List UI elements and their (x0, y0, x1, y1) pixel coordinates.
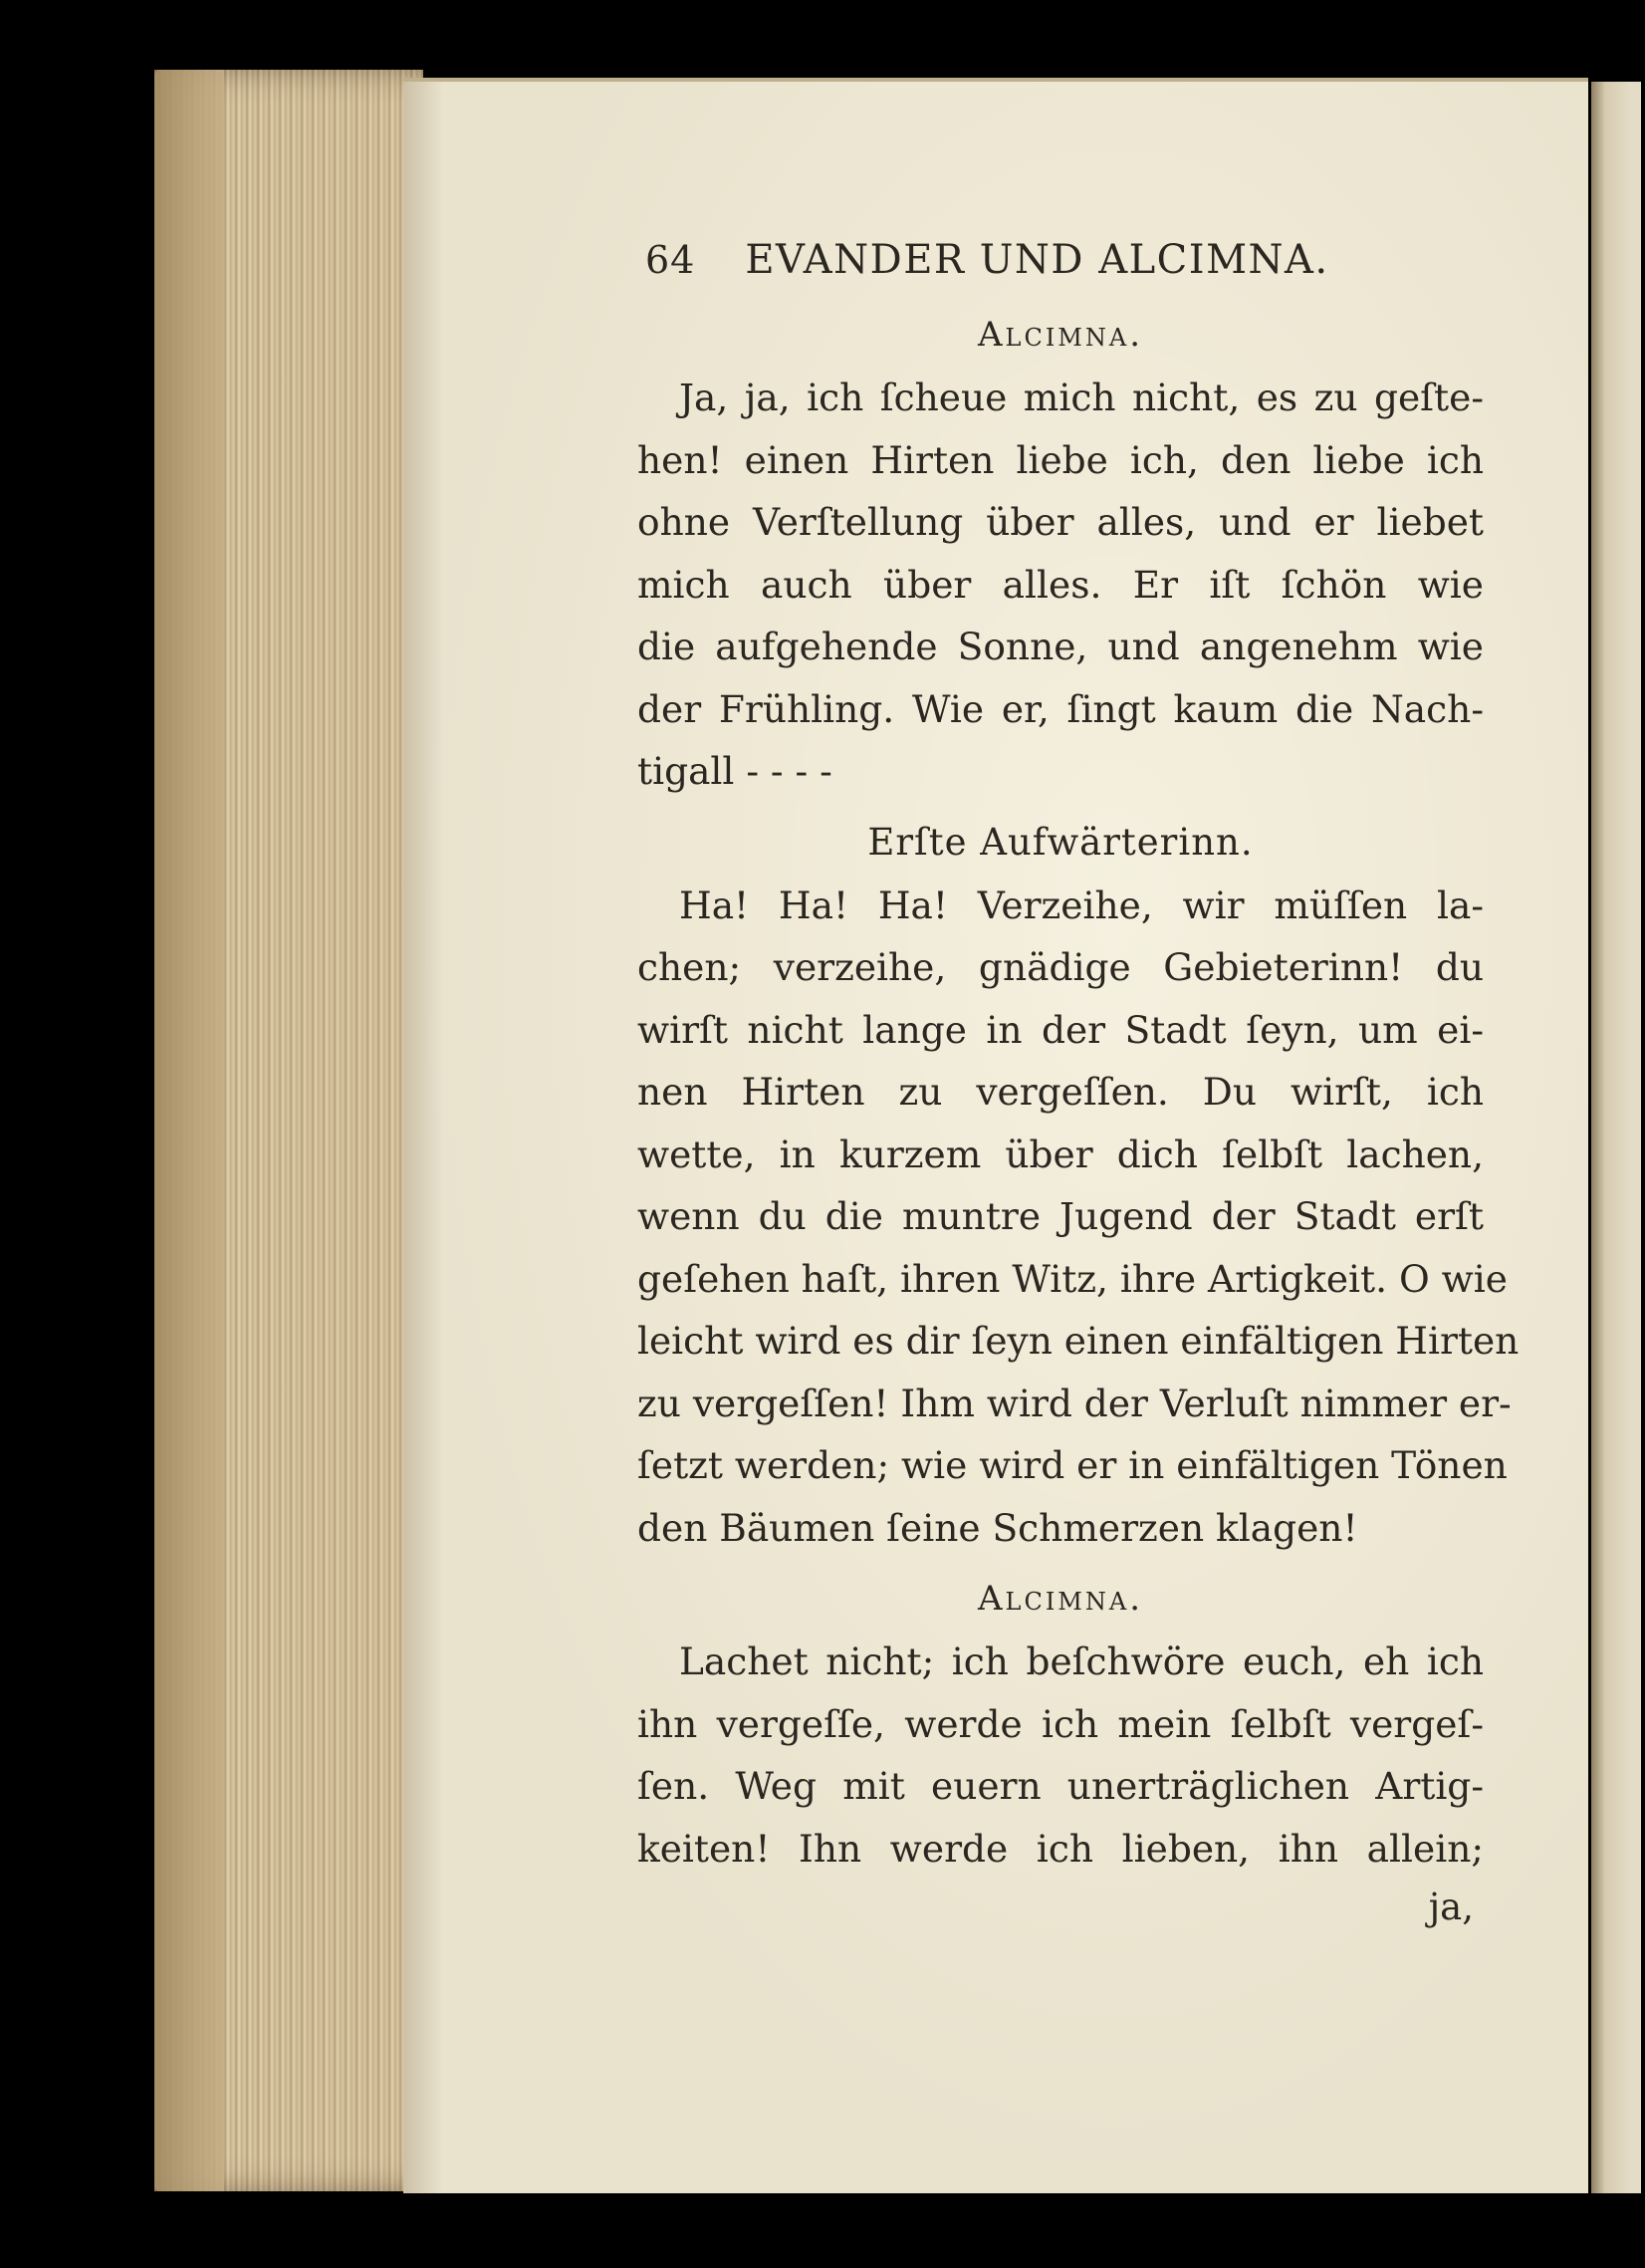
text-line: ſen. Weg mit euern unerträglichen Artig- (637, 1764, 1484, 1808)
adjacent-page-edge (1591, 82, 1641, 2193)
text-line: ohne Verſtellung über alles, und er liebet (637, 500, 1484, 544)
text-line: zu vergeſſen! Ihm wird der Verluſt nimmer er- (637, 1381, 1512, 1425)
text-line: keiten! Ihn werde ich lieben, ihn allein; (637, 1826, 1484, 1871)
catchword: ja, (1428, 1886, 1474, 1928)
text-line: wette, in kurzem über dich ſelbſt lachen, (637, 1132, 1484, 1176)
speaker-heading: Alcimna. (977, 315, 1144, 355)
speech-paragraph (637, 367, 1484, 803)
text-line: nen Hirten zu vergeſſen. Du wirſt, ich (637, 1070, 1484, 1114)
page-text (637, 237, 1520, 1928)
text-line: ihn vergeſſe, werde ich mein ſelbſt vergeſ- (637, 1701, 1484, 1746)
text-line: Ja, ja, ich ſcheue mich nicht, es zu geſte- (679, 376, 1484, 419)
text-line: wirſt nicht lange in der Stadt ſeyn, um ei- (637, 1007, 1484, 1052)
text-line: tigall - - - - (637, 749, 832, 793)
text-line: Ha! Ha! Ha! Verzeihe, wir müſſen la- (679, 882, 1484, 927)
speech-paragraph (637, 1631, 1484, 1880)
text-line: den Bäumen ſeine Schmerzen klagen! (637, 1505, 1358, 1550)
text-line: der Frühling. Wie er, ſingt kaum die Nach- (637, 686, 1484, 731)
page-number: 64 (645, 238, 696, 282)
text-line: wenn du die muntre Jugend der Stadt erſt (637, 1194, 1484, 1238)
running-head (645, 237, 1484, 295)
page-edges (154, 70, 423, 2191)
text-line: hen! einen Hirten liebe ich, den liebe ich (637, 437, 1484, 482)
text-line: Lachet nicht; ich beſchwöre euch, eh ich (679, 1639, 1484, 1683)
text-line: mich auch über alles. Er iſt ſchön wie (637, 562, 1484, 607)
text-line: leicht wird es dir ſeyn einen einfältigen Hirten (637, 1319, 1520, 1363)
text-line: ſetzt werden; wie wird er in einfältigen Tönen (637, 1443, 1508, 1487)
text-line: die aufgehende Sonne, und angenehm wie (637, 625, 1484, 668)
text-line: chen; verzeihe, gnädige Gebieterinn! du (637, 945, 1484, 989)
speech-paragraph (637, 875, 1520, 1560)
running-title: EVANDER UND ALCIMNA. (745, 237, 1329, 283)
speaker-heading: Alcimna. (977, 1579, 1144, 1619)
text-line: geſehen haſt, ihren Witz, ihre Artigkeit. O wie (637, 1256, 1508, 1301)
speaker-heading: Erſte Aufwärterinn. (867, 820, 1254, 864)
